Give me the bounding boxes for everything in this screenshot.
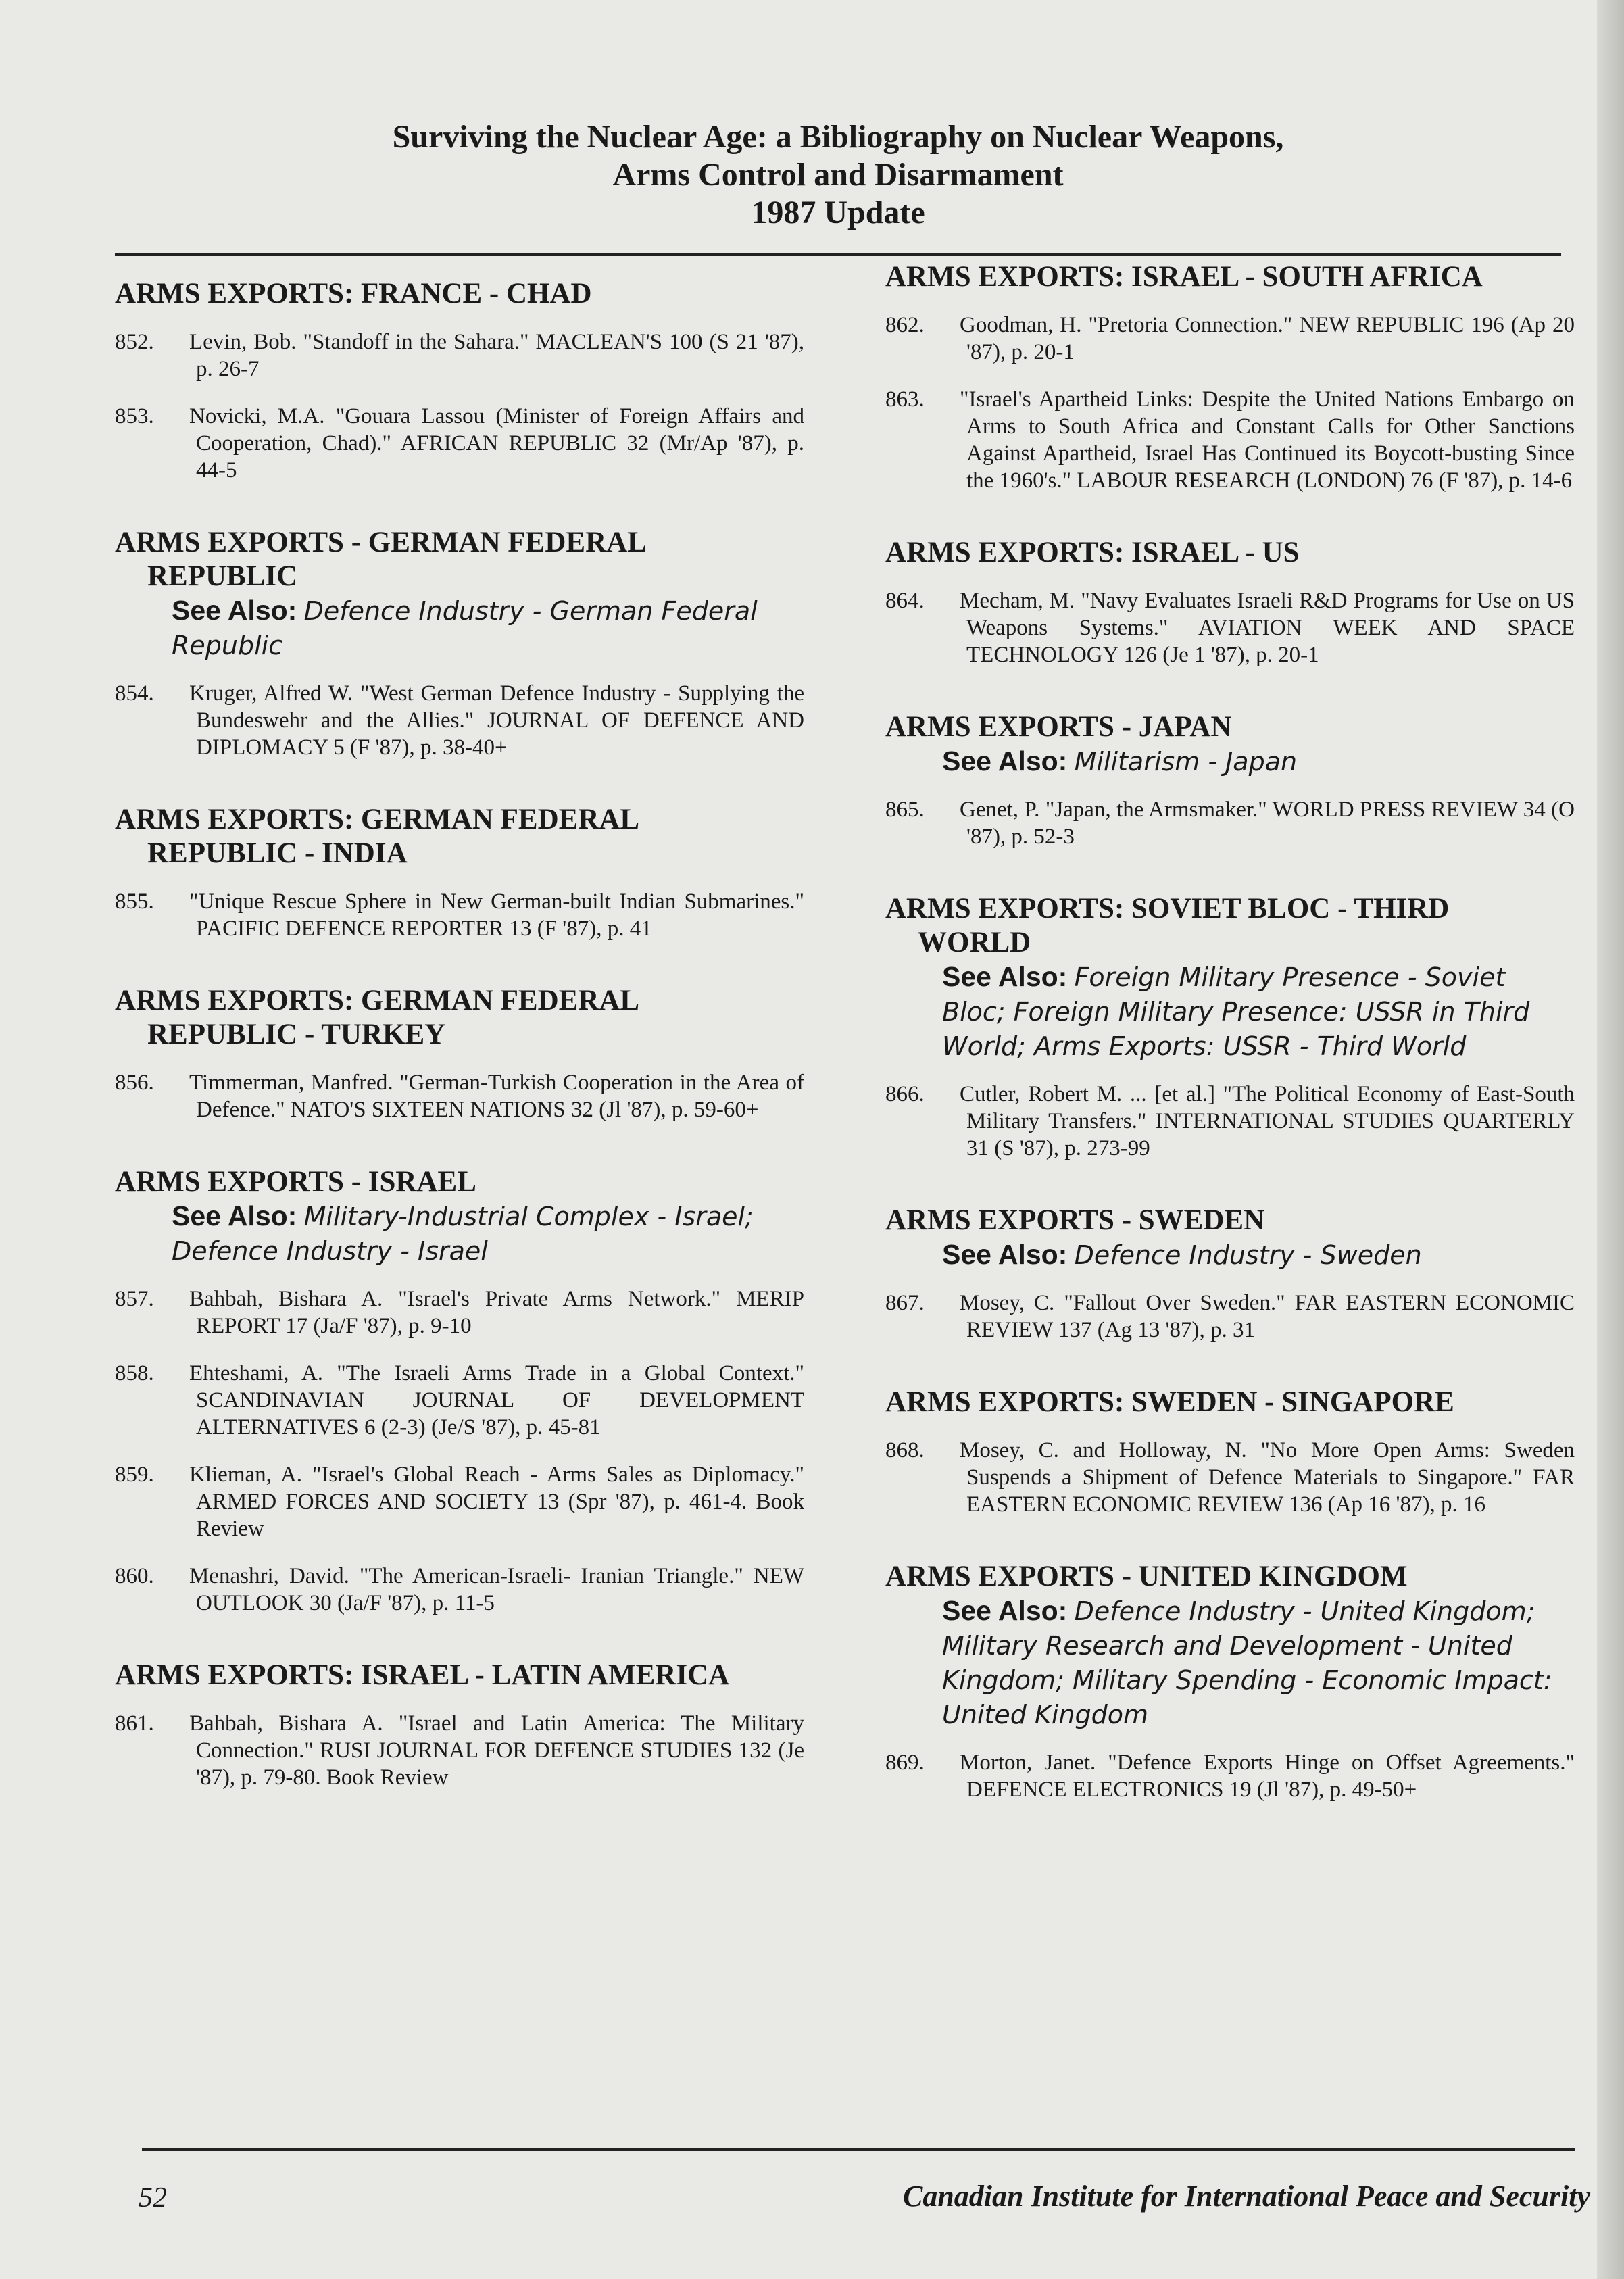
- section-heading: [885, 892, 1575, 960]
- see-also-label: See Also:: [942, 961, 1068, 992]
- section-heading-line: ARMS EXPORTS: SOVIET BLOC - THIRD: [885, 893, 1450, 925]
- section-heading: [115, 277, 804, 311]
- entry-citation: Kruger, Alfred W. "West German Defence Industry - Supplying the Bundeswehr and the Allies." JOURNAL OF DEFENCE AND DIPLOMACY 5 (F '87), p. 38-40+: [189, 681, 804, 760]
- entry-number: 858.: [115, 1361, 154, 1386]
- section-heading: [115, 803, 804, 871]
- see-also-label: See Also:: [942, 1239, 1068, 1270]
- see-also-references: Defence Industry - German Federal Republic: [172, 596, 758, 660]
- see-also-label: See Also:: [942, 745, 1068, 777]
- bibliography-section: [115, 1165, 804, 1617]
- bibliography-entry: [115, 1285, 804, 1340]
- entry-number: 867.: [885, 1291, 925, 1315]
- entry-citation: Bahbah, Bishara A. "Israel and Latin America: The Military Connection." RUSI JOURNAL FOR DEFENCE STUDIES 132 (Je '87), p. 79-80. Book Review: [189, 1711, 804, 1790]
- footer-rule: [142, 2148, 1575, 2151]
- section-heading-line: ARMS EXPORTS: ISRAEL - LATIN AMERICA: [115, 1659, 730, 1691]
- section-heading-line: ARMS EXPORTS - SWEDEN: [885, 1204, 1265, 1236]
- see-also-label: See Also:: [172, 595, 297, 626]
- entry-number: 854.: [115, 681, 154, 706]
- section-heading: [885, 1386, 1575, 1419]
- entry-number: 859.: [115, 1463, 154, 1487]
- entry-number: 852.: [115, 330, 154, 354]
- section-heading: [885, 536, 1575, 570]
- section-heading-line: ARMS EXPORTS: SWEDEN - SINGAPORE: [885, 1386, 1454, 1418]
- entry-citation: Novicki, M.A. "Gouara Lassou (Minister of Foreign Affairs and Cooperation, Chad)." AFRICAN REPUBLIC 32 (Mr/Ap '87), p. 44-5: [189, 404, 804, 483]
- entry-citation: Ehteshami, A. "The Israeli Arms Trade in a Global Context." SCANDINAVIAN JOURNAL OF DEVELOPMENT ALTERNATIVES 6 (2-3) (Je/S '87), p. 45-81: [189, 1361, 804, 1440]
- section-heading-line: ARMS EXPORTS - JAPAN: [885, 711, 1232, 743]
- see-also-note: [885, 744, 1575, 779]
- bibliography-entry: [885, 587, 1575, 668]
- bibliography-section: [885, 710, 1575, 850]
- bibliography-entry: [115, 403, 804, 484]
- header-title-line-2: Arms Control and Disarmament: [612, 157, 1064, 193]
- see-also-references: Defence Industry - United Kingdom; Military Research and Development - United Kingdom; Military Spending - Economic Impact: United Kingdom: [942, 1596, 1552, 1730]
- entry-citation: Mosey, C. and Holloway, N. "No More Open Arms: Sweden Suspends a Shipment of Defence Materials to Singapore." FAR EASTERN ECONOMIC REVIEW 136 (Ap 16 '87), p. 16: [960, 1438, 1575, 1517]
- entry-citation: Goodman, H. "Pretoria Connection." NEW REPUBLIC 196 (Ap 20 '87), p. 20-1: [960, 313, 1575, 364]
- header-title-line-3: 1987 Update: [751, 195, 925, 230]
- bibliography-section: [115, 1659, 804, 1791]
- bibliography-entry: [115, 328, 804, 383]
- bibliography-section: [115, 526, 804, 761]
- entry-number: 864.: [885, 589, 925, 613]
- see-also-label: See Also:: [942, 1595, 1068, 1626]
- section-heading: [115, 526, 804, 593]
- see-also-references: Foreign Military Presence - Soviet Bloc; Foreign Military Presence: USSR in Third World; Arms Exports: USSR - Third World: [942, 962, 1530, 1061]
- bibliography-section: [885, 536, 1575, 668]
- entry-citation: Genet, P. "Japan, the Armsmaker." WORLD PRESS REVIEW 34 (O '87), p. 52-3: [960, 798, 1575, 849]
- section-heading: [885, 260, 1575, 294]
- entry-number: 855.: [115, 889, 154, 914]
- section-heading-line: ARMS EXPORTS: ISRAEL - US: [885, 537, 1300, 568]
- entry-number: 869.: [885, 1750, 925, 1775]
- bibliography-section: [115, 277, 804, 484]
- entry-citation: Levin, Bob. "Standoff in the Sahara." MACLEAN'S 100 (S 21 '87), p. 26-7: [189, 330, 804, 381]
- bibliography-entry: [115, 888, 804, 942]
- bibliography-section: [885, 892, 1575, 1162]
- bibliography-entry: [115, 680, 804, 761]
- section-heading-line: ARMS EXPORTS - GERMAN FEDERAL: [115, 526, 647, 558]
- entry-number: 856.: [115, 1071, 154, 1095]
- entry-number: 865.: [885, 798, 925, 822]
- bibliography-entry: [885, 1081, 1575, 1162]
- entry-citation: Mecham, M. "Navy Evaluates Israeli R&D Programs for Use on US Weapons Systems." AVIATION WEEK AND SPACE TECHNOLOGY 126 (Je 1 '87), p. 20-1: [960, 589, 1575, 667]
- see-also-references: Militarism - Japan: [1074, 747, 1298, 777]
- entry-number: 853.: [115, 404, 154, 428]
- page-number: 52: [139, 2182, 167, 2213]
- see-also-note: [115, 593, 804, 662]
- page-header: [115, 118, 1561, 232]
- bibliography-entry: [885, 796, 1575, 850]
- header-rule: [115, 253, 1561, 256]
- entry-citation: Mosey, C. "Fallout Over Sweden." FAR EASTERN ECONOMIC REVIEW 137 (Ag 13 '87), p. 31: [960, 1291, 1575, 1342]
- entry-citation: Morton, Janet. "Defence Exports Hinge on Offset Agreements." DEFENCE ELECTRONICS 19 (Jl '87), p. 49-50+: [960, 1750, 1575, 1802]
- section-heading: [115, 1659, 804, 1692]
- bibliography-entry: [115, 1710, 804, 1791]
- header-title-line-1: Surviving the Nuclear Age: a Bibliography on Nuclear Weapons,: [392, 119, 1284, 155]
- section-heading: [885, 1560, 1575, 1594]
- section-heading: [115, 984, 804, 1052]
- entry-citation: "Unique Rescue Sphere in New German-built Indian Submarines." PACIFIC DEFENCE REPORTER 13 (F '87), p. 41: [189, 889, 804, 941]
- publisher-name: Canadian Institute for International Peace and Security: [902, 2180, 1590, 2213]
- see-also-references: Defence Industry - Sweden: [1074, 1240, 1422, 1270]
- section-heading-line: ARMS EXPORTS: GERMAN FEDERAL: [115, 804, 640, 835]
- see-also-note: [115, 1199, 804, 1268]
- bibliography-entry: [115, 1563, 804, 1617]
- entry-number: 866.: [885, 1082, 925, 1106]
- see-also-note: [885, 1237, 1575, 1272]
- entry-citation: Menashri, David. "The American-Israeli- Iranian Triangle." NEW OUTLOOK 30 (Ja/F '87), p. 11-5: [189, 1564, 804, 1615]
- entry-number: 860.: [115, 1564, 154, 1588]
- section-heading: [885, 1204, 1575, 1237]
- see-also-note: [885, 960, 1575, 1063]
- entry-citation: Bahbah, Bishara A. "Israel's Private Arms Network." MERIP REPORT 17 (Ja/F '87), p. 9-10: [189, 1287, 804, 1338]
- section-heading-line: REPUBLIC - TURKEY: [147, 1019, 446, 1050]
- section-heading-line: REPUBLIC: [147, 560, 298, 592]
- bibliography-entry: [115, 1069, 804, 1123]
- bibliography-section: [115, 803, 804, 942]
- entry-number: 863.: [885, 387, 925, 412]
- bibliography-entry: [885, 312, 1575, 366]
- bibliography-entry: [885, 1437, 1575, 1518]
- section-heading-line: ARMS EXPORTS: FRANCE - CHAD: [115, 278, 592, 310]
- see-also-label: See Also:: [172, 1200, 297, 1231]
- left-column: [115, 277, 804, 1833]
- section-heading: [885, 710, 1575, 744]
- entry-number: 862.: [885, 313, 925, 337]
- bibliography-entry: [115, 1461, 804, 1542]
- entry-citation: Cutler, Robert M. ... [et al.] "The Political Economy of East-South Military Transfers." INTERNATIONAL STUDIES QUARTERLY 31 (S '87), p. 273-99: [960, 1082, 1575, 1160]
- entry-number: 868.: [885, 1438, 925, 1463]
- bibliography-entry: [885, 386, 1575, 494]
- bibliography-entry: [885, 1290, 1575, 1344]
- bibliography-section: [885, 1386, 1575, 1518]
- section-heading-line: WORLD: [918, 927, 1031, 958]
- entry-number: 857.: [115, 1287, 154, 1311]
- bibliography-section: [885, 1204, 1575, 1344]
- bibliography-entry: [885, 1749, 1575, 1803]
- bibliography-entry: [115, 1360, 804, 1441]
- bibliography-section: [885, 260, 1575, 494]
- right-column: [885, 260, 1575, 1845]
- section-heading-line: ARMS EXPORTS - ISRAEL: [115, 1166, 476, 1198]
- bibliography-section: [885, 1560, 1575, 1803]
- see-also-note: [885, 1594, 1575, 1732]
- page-edge-shadow: [1597, 0, 1624, 2279]
- section-heading-line: ARMS EXPORTS: ISRAEL - SOUTH AFRICA: [885, 261, 1483, 293]
- section-heading: [115, 1165, 804, 1199]
- see-also-references: Military-Industrial Complex - Israel; Defence Industry - Israel: [172, 1202, 754, 1266]
- entry-citation: Klieman, A. "Israel's Global Reach - Arms Sales as Diplomacy." ARMED FORCES AND SOCIETY 13 (Spr '87), p. 461-4. Book Review: [189, 1463, 804, 1541]
- section-heading-line: ARMS EXPORTS: GERMAN FEDERAL: [115, 985, 640, 1016]
- entry-number: 861.: [115, 1711, 154, 1736]
- section-heading-line: REPUBLIC - INDIA: [147, 837, 408, 869]
- section-heading-line: ARMS EXPORTS - UNITED KINGDOM: [885, 1561, 1408, 1592]
- entry-citation: "Israel's Apartheid Links: Despite the United Nations Embargo on Arms to South Africa and Constant Calls for Other Sanctions Against Apartheid, Israel Has Continued its Boycott-busting Since the 1960's." LABOUR RESEARCH (LONDON) 76 (F '87), p. 14-6: [960, 387, 1575, 493]
- entry-citation: Timmerman, Manfred. "German-Turkish Cooperation in the Area of Defence." NATO'S SIXTEEN NATIONS 32 (Jl '87), p. 59-60+: [189, 1071, 804, 1122]
- bibliography-section: [115, 984, 804, 1123]
